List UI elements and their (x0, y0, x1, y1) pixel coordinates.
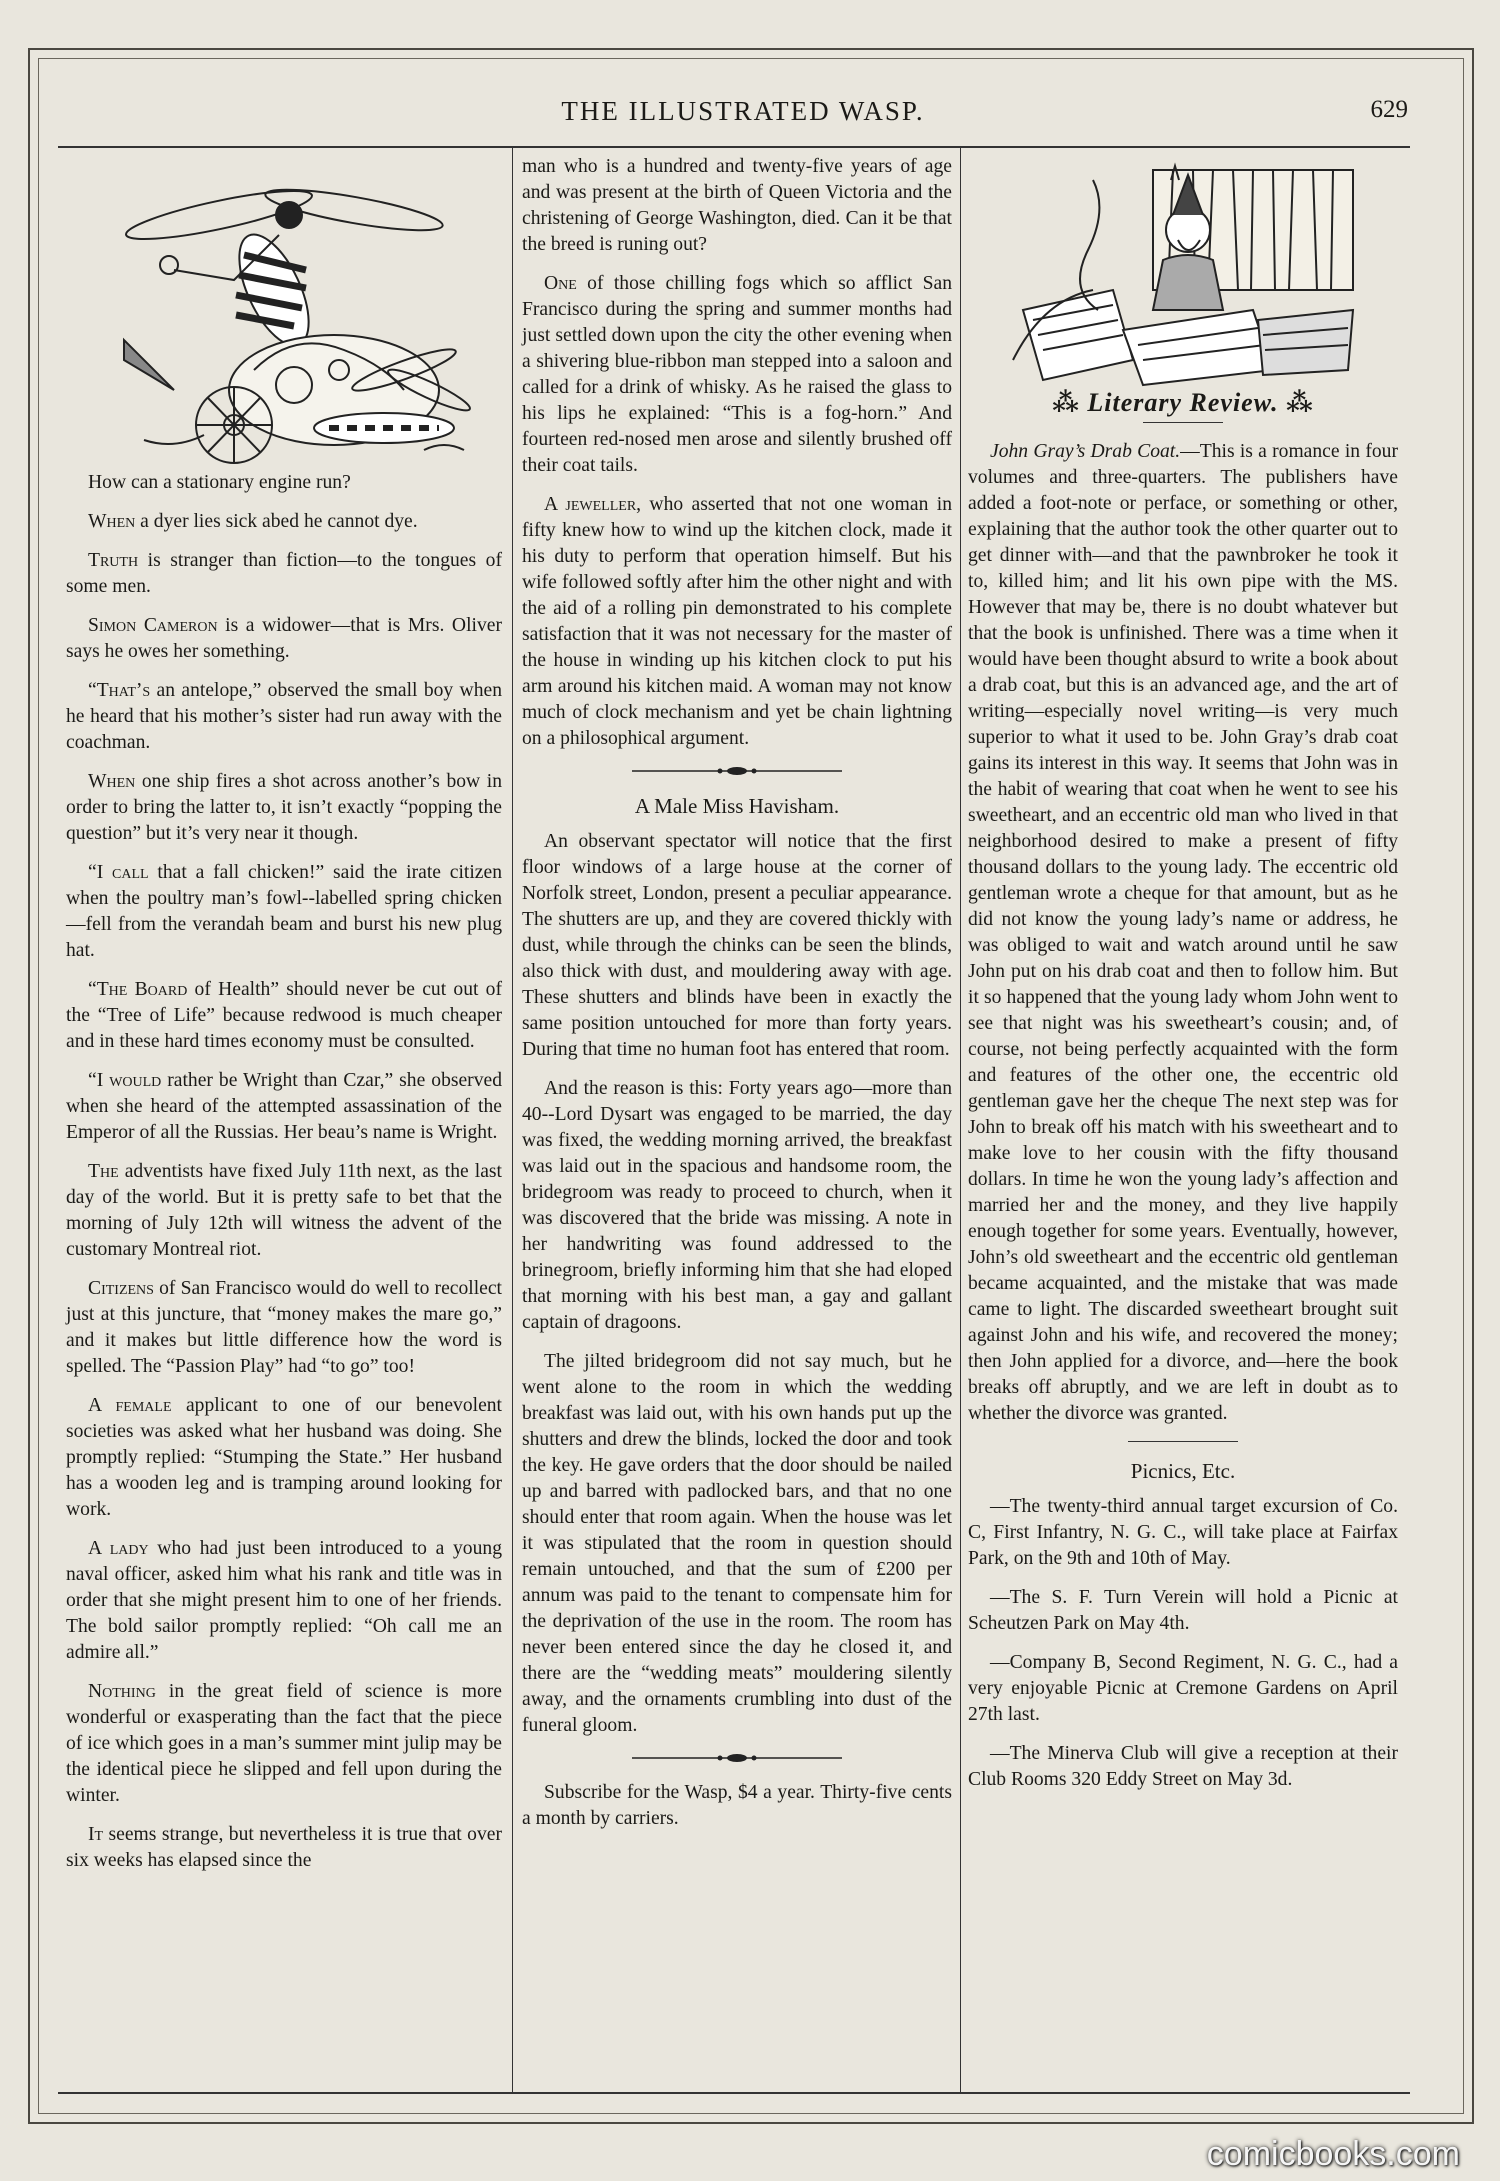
paragraph (66, 860, 502, 964)
literary-review-heading (968, 390, 1398, 416)
paragraph (66, 1068, 502, 1146)
paragraph-lead: “The Board (88, 979, 188, 1000)
paragraph-lead: When (88, 771, 136, 792)
paragraph-text: adventists have fixed July 11th next, as the last day of the world. But it is pretty safe to bet that the morning of July 12th will witness the advent of the customary Montreal riot. (66, 1161, 502, 1260)
scroll-ornament-left-icon: ⁂ (1052, 388, 1080, 417)
column-1 (66, 160, 502, 1887)
jeweller-lead: A jeweller, (544, 494, 642, 515)
paragraph (66, 1536, 502, 1666)
paragraph-lead: Citizens (88, 1278, 154, 1299)
section-ornament (632, 765, 842, 777)
paragraph-lead: A lady (88, 1538, 149, 1559)
review-paragraph (968, 439, 1398, 1427)
paragraph-text: is a widower—that is Mrs. Oliver says he owes her something. (66, 615, 502, 662)
page-number: 629 (1370, 96, 1408, 123)
wasp-engine-illustration (84, 160, 484, 470)
havisham-heading: A Male Miss Havisham. (634, 794, 840, 818)
paragraph-text: seems strange, but nevertheless it is true that over six weeks has elapsed since the (66, 1824, 502, 1871)
fog-text: of those chilling fogs which so afflict San Francisco during the spring and summer months had just settled down upon the city the other evening when a shivering blue-ribbon man stepped into a saloon and called for a drink of whisky. As he raised the glass to his lips he explained: “This is a fog-horn.” And fourteen red-nosed men arose and silently brushed off their coat tails. (522, 273, 952, 476)
picnic-item: —Company B, Second Regiment, N. G. C., had a very enjoyable Picnic at Cremone Gardens on April 27th last. (968, 1652, 1398, 1725)
paragraph-text: applicant to one of our benevolent societies was asked what her husband was doing. She promptly replied: “Stumping the State.” Her husband has a wooden leg and is tramping around looking for work. (66, 1395, 503, 1520)
paragraph-text: rather be Wright than Czar,” she observed when she heard of the attempted assassination of the Emperor of all the Russias. Her beau’s name is Wright. (66, 1070, 502, 1143)
paragraph (66, 1159, 502, 1263)
paragraph (66, 509, 502, 535)
paragraph (66, 1393, 502, 1523)
paragraph-lead: Nothing (88, 1681, 156, 1702)
fog-lead: One (544, 273, 577, 294)
section-ornament (632, 1752, 842, 1764)
column-1-items (66, 470, 502, 1874)
paragraph (66, 977, 502, 1055)
column-2 (522, 156, 952, 1845)
havisham-paragraph: An observant spectator will notice that the first floor windows of a large house at the corner of Norfolk street, London, present a peculiar appearance. The shutters are up, and they are covered thickly with dust, while through the chinks can be seen the blinds, also thick with dust, and mouldering away with age. These shutters and blinds have been in exactly the same position untouched for more than forty years. During that time no human foot has entered that room. (522, 831, 952, 1060)
header-rule (58, 146, 1410, 148)
paragraph-text: of San Francisco would do well to recollect just at this juncture, that “money makes the mare go,” and it makes but little difference how the word is spelled. The “Passion Play” had “to go” too! (66, 1278, 502, 1377)
picnic-item: —The twenty-third annual target excursion of Co. C, First Infantry, N. G. C., will take place at Fairfax Park, on the 9th and 10th of May. (968, 1496, 1398, 1569)
publication-title: THE ILLUSTRATED WASP. (561, 96, 925, 126)
short-rule (1128, 1441, 1238, 1442)
paragraph-text: who had just been introduced to a young naval officer, asked him what his rank and title was in order that she might present him to one of her friends. The bold sailor promptly replied: “Oh call me an admire all.” (66, 1538, 502, 1663)
paragraph-text: an antelope,” observed the small boy when he heard that his mother’s sister had run away with the coachman. (66, 680, 502, 753)
paragraph-text: How can a stationary engine run? (88, 472, 351, 493)
jeweller-paragraph (522, 492, 952, 752)
picnics-list (968, 1494, 1398, 1793)
paragraph (66, 1822, 502, 1874)
paragraph-text: a dyer lies sick abed he cannot dye. (135, 511, 418, 532)
jeweller-text: who asserted that not one woman in fifty knew how to wind up the kitchen clock, made it his duty to perform that operation himself. But his wife followed softly after him the other night and with the aid of a rolling pin demonstrated to his complete satisfaction that it was not necessary for the master of the house in winding up his kitchen clock to put his arm around his kitchen maid. A woman may not know much of clock mechanism and yet be chain lightning on a philosophical argument. (522, 494, 952, 749)
watermark: comicbooks.com (1206, 2135, 1460, 2173)
subscribe-notice: Subscribe for the Wasp, $4 a year. Thirty-five cents a month by carriers. (522, 1782, 952, 1829)
paragraph-text: of Health” should never be cut out of the “Tree of Life” because redwood is much cheaper and in these hard times economy must be consulted. (66, 979, 502, 1052)
review-text: —This is a romance in four volumes and three-quarters. The publishers have added a foot-note or perface, or something or other, explaining that the author took the other quarter out to get dinner with—and that the pawnbroker he took it to, killed him; and lit his own pipe with the MS. However that may be, there is no doubt whatever but that the book is unfinished. There was a time when it would have been thought absurd to write a book about a drab coat, but this is an advanced age, and the art of writing—especially novel writing—is very much superior to what it used to be. John Gray’s drab coat gains its interest in this way. It seems that John was in the habit of wearing that coat when he went to see his sweetheart, and an eccentric old man who lived in that neighborhood desired to make a present of fifty thousand dollars to the young lady. The eccentric old gentleman wrote a cheque for that amount, but as he did not know the young lady’s name or address, he was obliged to wait and watch around until he saw John put on his drab coat and then to follow him. But it so happened that the young lady whom John went to see that night was his sweetheart’s cousin; and, of course, not being perfectly acquainted with the form and features of the other one, the eccentric old gentleman gave her the cheque The next step was for John to break off his match with his sweetheart and to make love to her cousin with the fifty thousand dollars. In time he won the young lady’s affection and married her and the money, and they live happily enough together for some years. Eventually, however, John’s old sweetheart and the eccentric old gentleman became acquainted, and the mistake that was made came to light. The discarded sweetheart brought suit against John and his wife, and recovered the money; then John applied for a divorce, and—here the book breaks off abruptly, and we are left in doubt as to whether the divorce was granted. (968, 441, 1398, 1424)
paragraph-text: in the great field of science is more wonderful or exasperating than the fact that the piece of ice which goes in a man’s summer mint julip may be the identical piece he slipped and fell upon during the winter. (66, 1681, 502, 1806)
havisham-paragraph: The jilted bridegroom did not say much, but he went alone to the room in which the wedding breakfast was laid out, with his own hands put up the shutters and drew the blinds, locked the door and took the key. He gave orders that the door should be nailed up and barred with padlocked bars, and that no one should enter that room again. When the house was let it was stipulated that the room in question should remain untouched, and that the sum of £200 per annum was paid to the tenant to compensate him for the deprivation of the use in the room. The room has never been entered since the day he closed it, and there are the “wedding meats” mouldering silently away, and the ornaments crumbling into dust of the funeral gloom. (522, 1351, 952, 1736)
footer-rule (58, 2092, 1410, 2094)
paragraph (66, 470, 502, 496)
paragraph-lead: It (88, 1824, 104, 1845)
scroll-ornament-right-icon: ⁂ (1286, 388, 1314, 417)
review-book-title: John Gray’s Drab Coat. (990, 441, 1181, 462)
havisham-article (522, 829, 952, 1739)
paragraph-lead: “I call (88, 862, 149, 883)
paragraph-lead: “That’s (88, 680, 151, 701)
paragraph (66, 1276, 502, 1380)
picnic-item: —The S. F. Turn Verein will hold a Picnic at Scheutzen Park on May 4th. (968, 1587, 1398, 1634)
column-divider-2 (960, 146, 961, 2092)
havisham-paragraph: And the reason is this: Forty years ago—more than 40--Lord Dysart was engaged to be married, the day was fixed, the wedding morning arrived, the breakfast was laid out in the spacious and handsome room, the bridegroom was ready to proceed to church, when it was discovered that the bride was missing. A note in her handwriting was found addressed to the brinegroom, briefly informing him that she had eloped that morning with his best man, a gay and gallant captain of dragoons. (522, 1078, 952, 1333)
paragraph (66, 678, 502, 756)
paragraph (66, 613, 502, 665)
masthead (28, 96, 1458, 136)
column-2-continuation: man who is a hundred and twenty-five years of age and was present at the birth of Queen Victoria and the christening of George Washington, died. Can it be that the breed is runing out? (522, 156, 952, 255)
paragraph-lead: “I would (88, 1070, 162, 1091)
fog-paragraph (522, 271, 952, 479)
paragraph-text: is stranger than fiction—to the tongues of some men. (66, 550, 502, 597)
paragraph (66, 548, 502, 600)
paragraph-lead: The (88, 1161, 119, 1182)
column-divider-1 (512, 146, 513, 2092)
paragraph-text: one ship fires a shot across another’s bow in order to bring the latter to, it isn’t exactly “popping the question” but it’s very near it though. (66, 771, 502, 844)
literary-review-title: Literary Review. (1087, 388, 1279, 417)
short-rule (1143, 422, 1223, 423)
paragraph (66, 1679, 502, 1809)
paragraph-lead: Simon Cameron (88, 615, 218, 636)
column-3 (968, 160, 1398, 1806)
gnome-books-illustration (1003, 160, 1363, 390)
paragraph (66, 769, 502, 847)
paragraph-lead: A female (88, 1395, 172, 1416)
picnics-heading: Picnics, Etc. (1130, 1459, 1236, 1483)
paragraph-text: that a fall chicken!” said the irate citizen when the poultry man’s fowl--labelled spring chicken—fell from the verandah beam and burst his new plug hat. (66, 862, 502, 961)
paragraph-lead: When (88, 511, 136, 532)
paragraph-lead: Truth (88, 550, 139, 571)
picnic-item: —The Minerva Club will give a reception at their Club Rooms 320 Eddy Street on May 3d. (968, 1743, 1398, 1790)
